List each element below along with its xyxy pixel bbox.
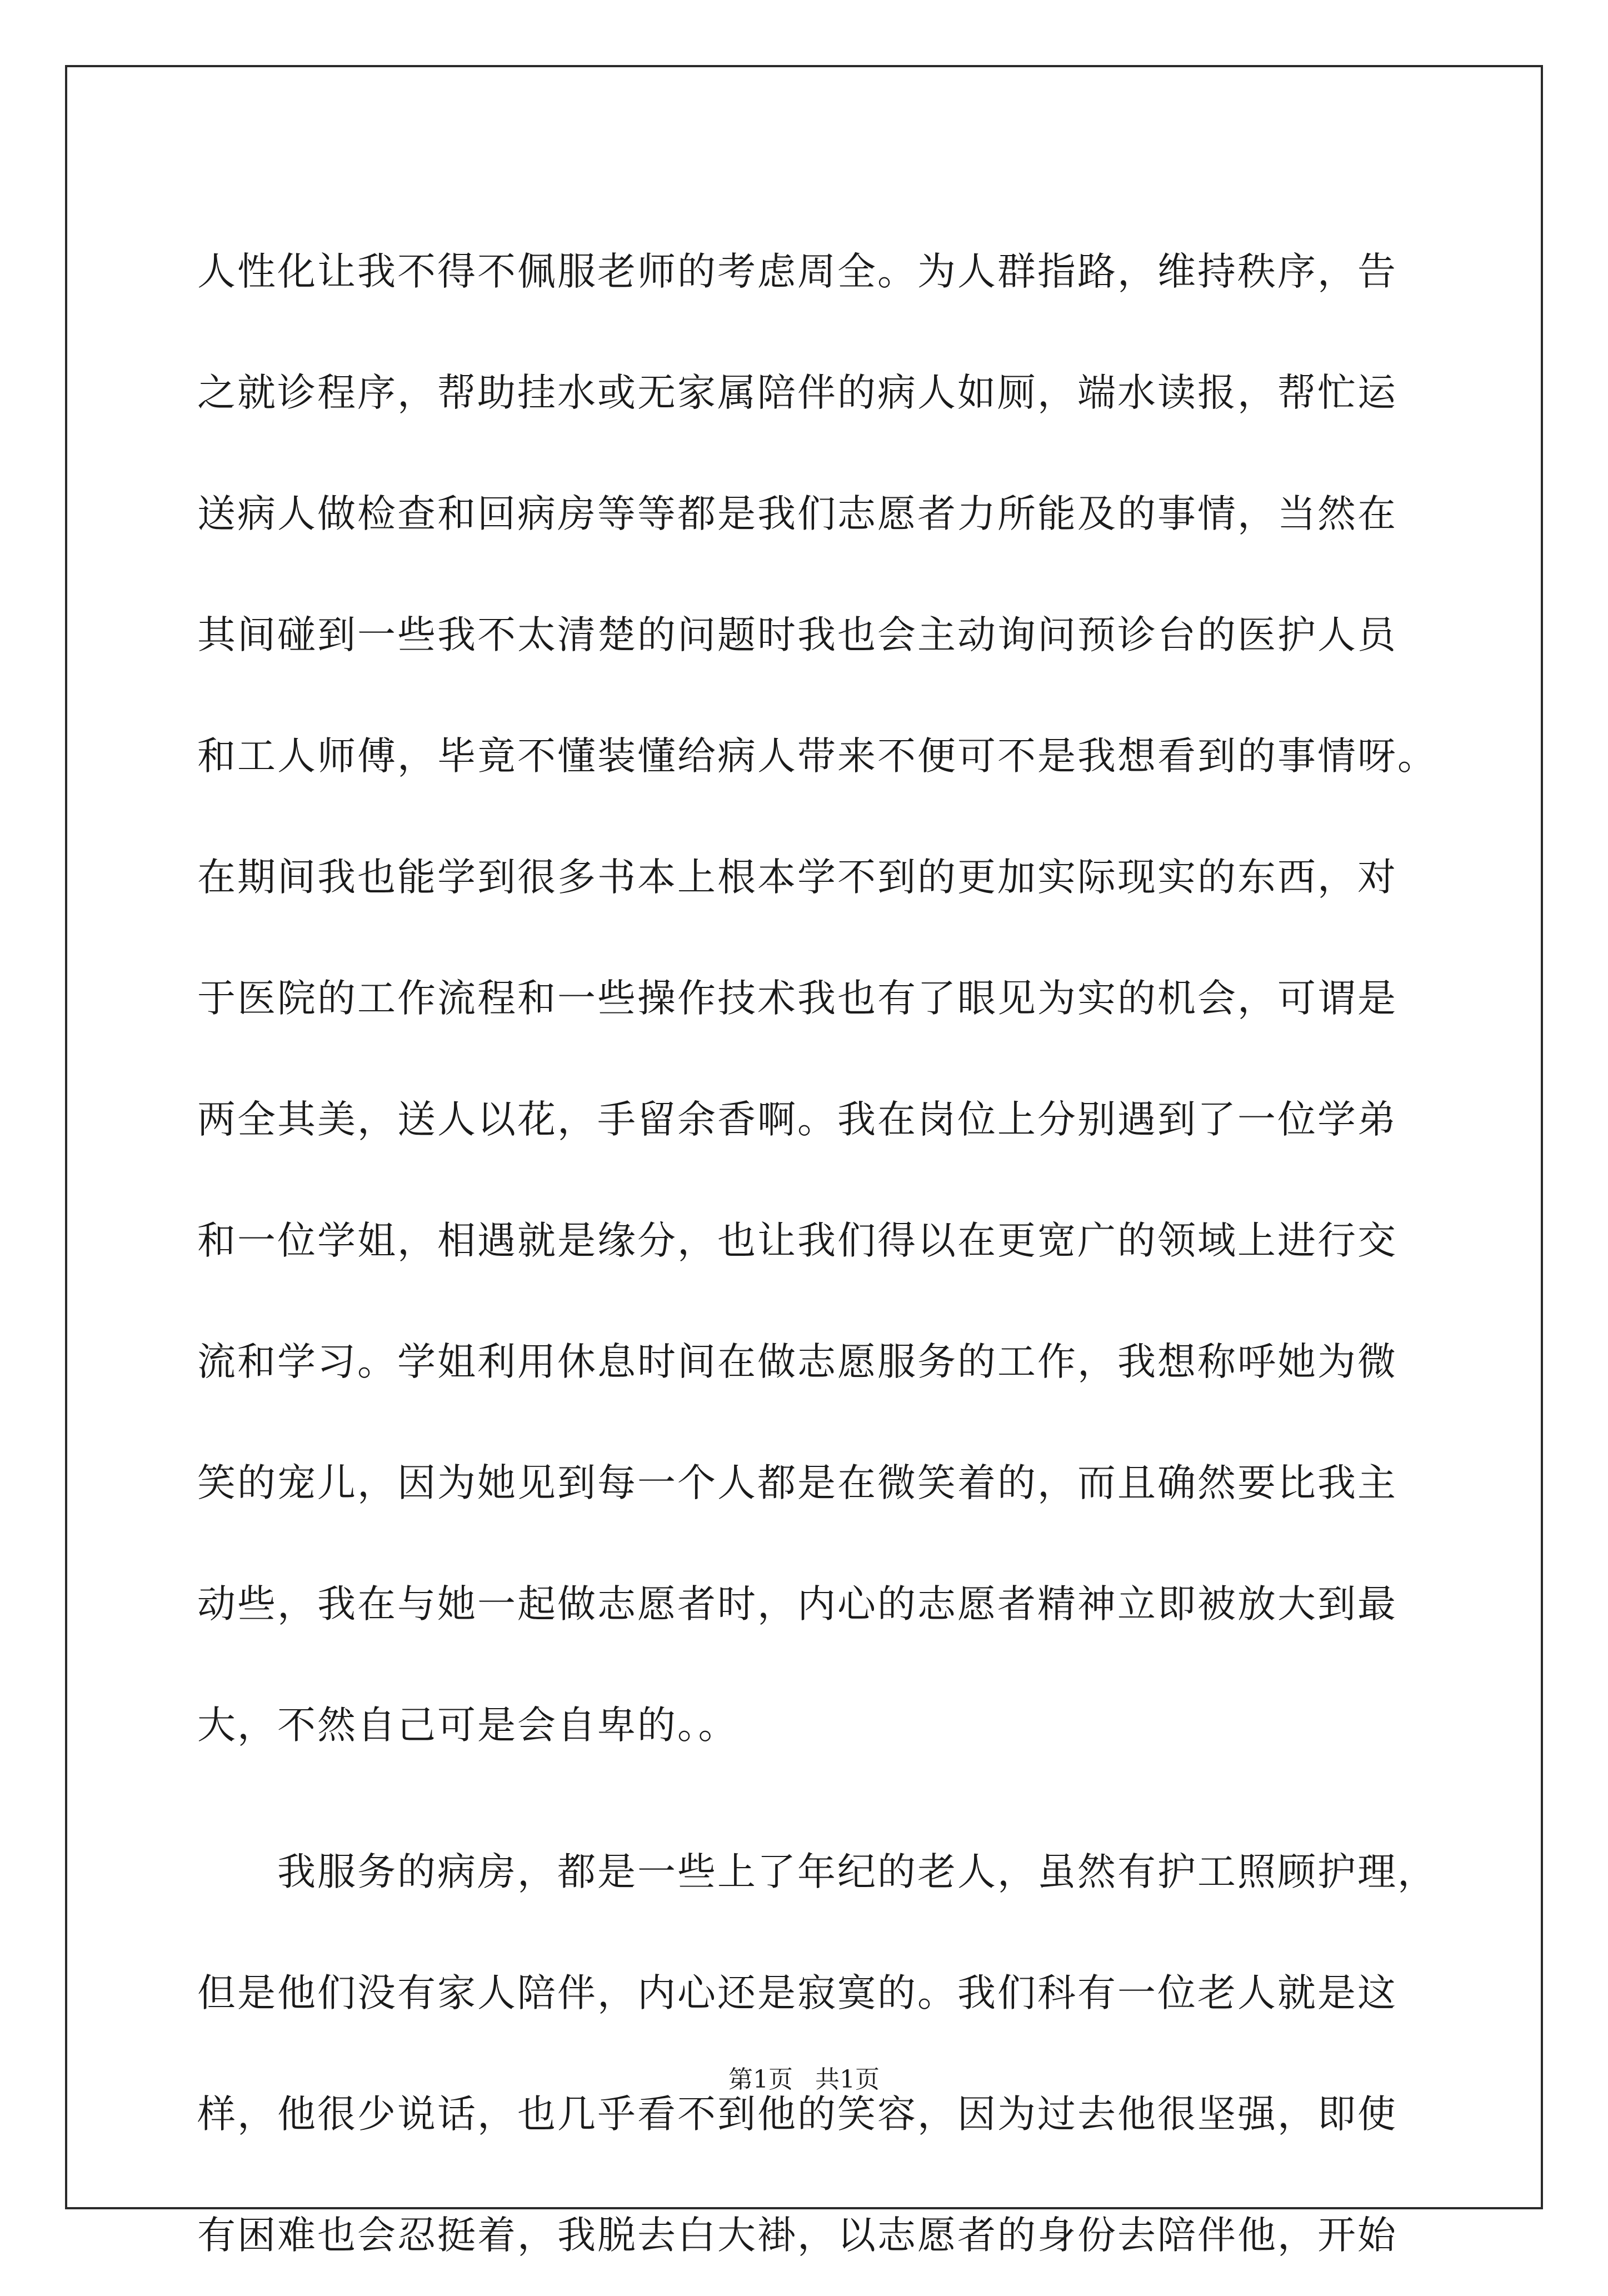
text-line: 有困难也会忍挺着，我脱去白大褂，以志愿者的身份去陪伴他，开始 xyxy=(197,2213,1397,2258)
text-line: 送病人做检查和回病房等等都是我们志愿者力所能及的事情，当然在 xyxy=(197,492,1397,536)
text-line: 两全其美，送人以花，手留余香啊。我在岗位上分别遇到了一位学弟 xyxy=(197,1097,1397,1142)
page-number: 第1页 xyxy=(728,2065,793,2094)
text-line: 流和学习。学姐利用休息时间在做志愿服务的工作，我想称呼她为微 xyxy=(197,1340,1397,1384)
page-footer xyxy=(0,2059,1608,2095)
text-line: 我服务的病房，都是一些上了年纪的老人，虽然有护工照顾护理， xyxy=(197,1850,1437,1894)
text-line: 笑的宠儿，因为她见到每一个人都是在微笑着的，而且确然要比我主 xyxy=(197,1461,1397,1505)
page-total: 共1页 xyxy=(815,2065,880,2094)
paragraph-2 xyxy=(197,1811,1436,2296)
paragraph-1 xyxy=(197,211,1436,1786)
text-line: 和工人师傅，毕竟不懂装懂给病人带来不便可不是我想看到的事情呀。 xyxy=(197,734,1437,778)
text-line: 样，他很少说话，也几乎看不到他的笑容，因为过去他很坚强，即使 xyxy=(197,2092,1397,2137)
text-line: 但是他们没有家人陪伴，内心还是寂寞的。我们科有一位老人就是这 xyxy=(197,1971,1397,2015)
text-line: 在期间我也能学到很多书本上根本学不到的更加实际现实的东西，对 xyxy=(197,855,1397,900)
document-body xyxy=(197,211,1436,2296)
text-line: 之就诊程序，帮助挂水或无家属陪伴的病人如厕，端水读报，帮忙运 xyxy=(197,371,1397,415)
text-line: 动些，我在与她一起做志愿者时，内心的志愿者精神立即被放大到最 xyxy=(197,1582,1397,1626)
text-line: 于医院的工作流程和一些操作技术我也有了眼见为实的机会，可谓是 xyxy=(197,976,1397,1021)
text-line: 大，不然自己可是会自卑的。。 xyxy=(197,1703,738,1748)
text-line: 人性化让我不得不佩服老师的考虑周全。为人群指路，维持秩序，告 xyxy=(197,249,1397,294)
paragraph-gap xyxy=(197,1786,1436,1811)
text-line: 和一位学姐，相遇就是缘分，也让我们得以在更宽广的领域上进行交 xyxy=(197,1219,1397,1263)
text-line: 其间碰到一些我不太清楚的问题时我也会主动询问预诊台的医护人员 xyxy=(197,613,1397,657)
